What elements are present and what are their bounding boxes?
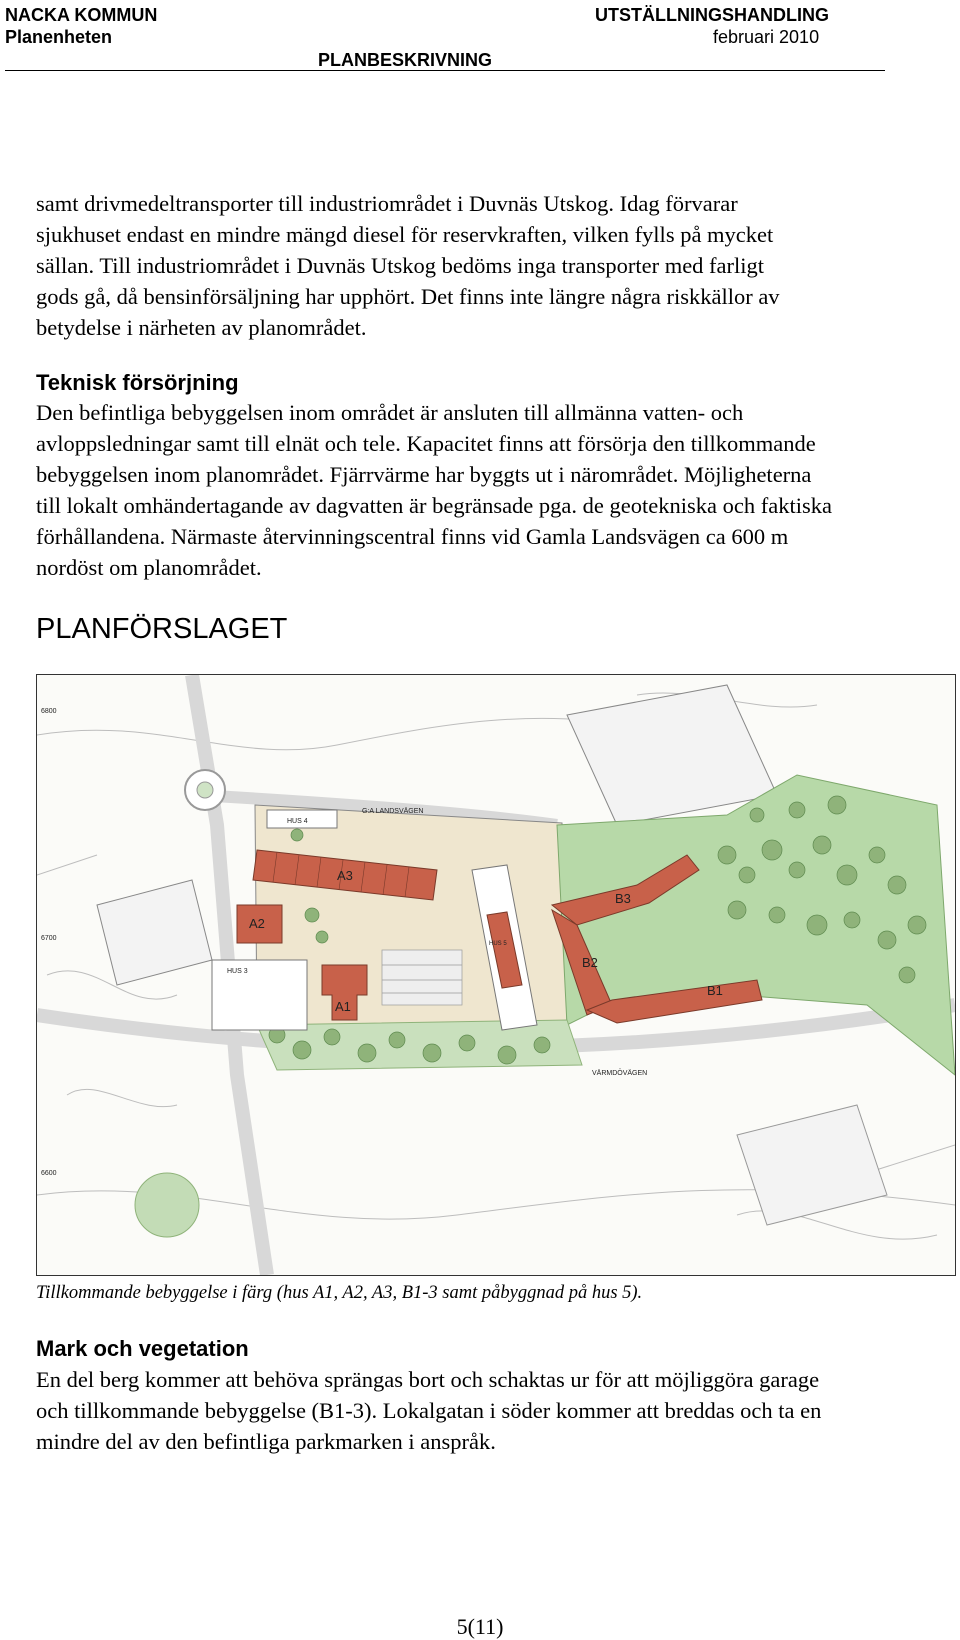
map-label-b3: B3: [615, 891, 631, 906]
page-number: 5(11): [456, 1614, 504, 1639]
map-label-a2: A2: [249, 916, 265, 931]
header-doc-type: PLANBESKRIVNING: [318, 50, 493, 70]
intro-line: samt drivmedeltransporter till industriområdet i Duvnäs Utskog. Idag förvarar: [36, 191, 738, 216]
map-label-hus4: HUS 4: [287, 818, 308, 825]
header-unit: Planenheten: [5, 27, 113, 47]
existing-building: [97, 880, 212, 985]
parking-lot: [382, 950, 462, 1005]
mark-line: mindre del av den befintliga parkmarken i anspråk.: [36, 1429, 496, 1454]
teknisk-line: förhållandena. Närmaste återvinningscentral finns vid Gamla Landsvägen ca 600 m: [36, 524, 789, 549]
header-doc-status: UTSTÄLLNINGSHANDLING: [595, 5, 829, 25]
map-label-hus3: HUS 3: [227, 968, 248, 975]
header-org: NACKA KOMMUN: [5, 5, 158, 25]
teknisk-line: bebyggelsen inom planområdet. Fjärrvärme har byggts ut i närområdet. Möjligheterna: [36, 462, 812, 487]
site-plan-map: [36, 674, 956, 1276]
teknisk-line: Den befintliga bebyggelsen inom området är ansluten till allmänna vatten- och: [36, 400, 744, 425]
header-rule: [5, 70, 885, 71]
map-grid-label: 6700: [41, 935, 57, 942]
intro-line: sjukhuset endast en mindre mängd diesel för reservkraften, vilken fylls på mycket: [36, 222, 774, 247]
mark-line: En del berg kommer att behöva sprängas bort och schaktas ur för att möjliggöra garage: [36, 1367, 820, 1392]
existing-building: [737, 1105, 887, 1225]
map-grid-label: 6600: [41, 1170, 57, 1177]
figure-caption: Tillkommande bebyggelse i färg (hus A1, A2, A3, B1-3 samt påbyggnad på hus 5).: [36, 1283, 643, 1303]
chapter-heading-planforslaget: PLANFÖRSLAGET: [36, 613, 288, 645]
map-label-b2: B2: [582, 955, 598, 970]
intro-line: betydelse i närheten av planområdet.: [36, 315, 367, 340]
section-heading-teknisk: Teknisk försörjning: [36, 370, 239, 395]
site-plan-drawing: [37, 675, 955, 1275]
map-label-a1: A1: [335, 999, 351, 1014]
teknisk-line: nordöst om planområdet.: [36, 555, 262, 580]
intro-paragraph: [36, 188, 956, 343]
map-label-hus5: HUS 5: [489, 941, 507, 947]
map-label-b1: B1: [707, 983, 723, 998]
teknisk-line: avloppsledningar samt till elnät och tele. Kapacitet finns att försörja den tillkommande: [36, 431, 816, 456]
map-label-road-north: G:A LANDSVÄGEN: [362, 808, 424, 815]
map-label-a3: A3: [337, 868, 353, 883]
teknisk-line: till lokalt omhändertagande av dagvatten är begränsade pga. de geotekniska och faktiska: [36, 493, 832, 518]
intro-line: gods gå, då bensinförsäljning har upphört. Det finns inte längre några riskkällor av: [36, 284, 780, 309]
map-label-road-south: VÄRMDÖVÄGEN: [592, 1070, 648, 1077]
section-heading-mark: Mark och vegetation: [36, 1336, 249, 1361]
intro-line: sällan. Till industriområdet i Duvnäs Utskog bedöms inga transporter med farligt: [36, 253, 765, 278]
header-date: februari 2010: [713, 27, 820, 47]
mark-line: och tillkommande bebyggelse (B1-3). Lokalgatan i söder kommer att breddas och ta en: [36, 1398, 822, 1423]
mark-paragraph: [36, 1364, 956, 1457]
map-grid-label: 6800: [41, 708, 57, 715]
roundabout-center: [197, 782, 213, 798]
teknisk-paragraph: [36, 397, 956, 583]
green-circle: [135, 1173, 199, 1237]
